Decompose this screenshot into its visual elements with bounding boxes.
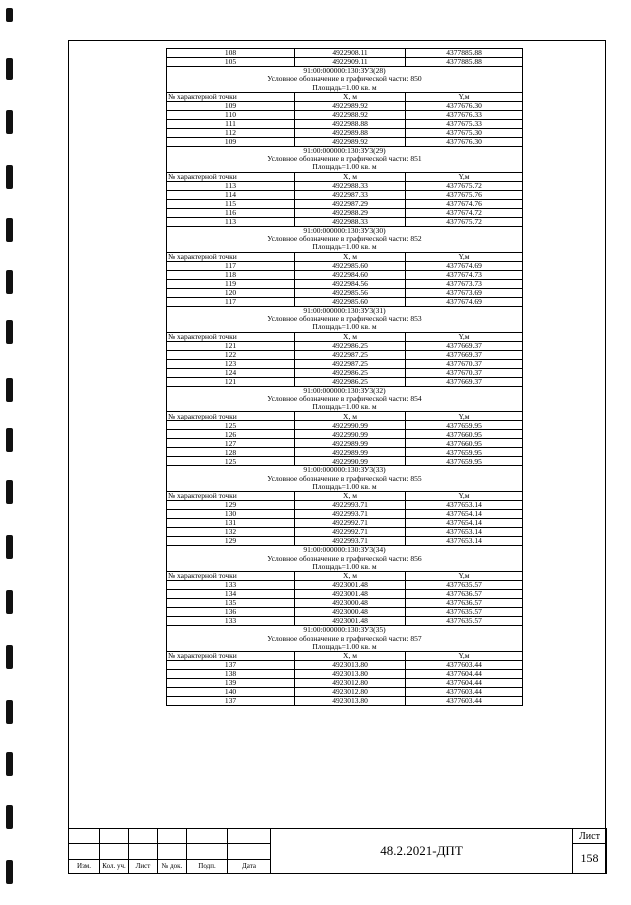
x-coordinate: 4922986.25 xyxy=(295,377,406,386)
x-coordinate: 4923001.48 xyxy=(295,581,406,590)
y-coordinate: 4377654.14 xyxy=(406,510,523,519)
binder-mark xyxy=(6,165,13,189)
y-coordinate: 4377674.69 xyxy=(406,261,523,270)
x-coordinate: 4923013.80 xyxy=(295,697,406,706)
x-coordinate: 4922990.99 xyxy=(295,421,406,430)
table-row xyxy=(167,288,523,297)
x-coordinate: 4922989.99 xyxy=(295,448,406,457)
table-row xyxy=(167,510,523,519)
stamp-col-label: Лист xyxy=(129,859,158,873)
section-header-row xyxy=(167,475,523,483)
stamp-cell xyxy=(100,829,129,844)
header-x: X, м xyxy=(295,332,406,341)
stamp-cell xyxy=(228,844,271,859)
section-header-row xyxy=(167,84,523,93)
section-area: Площадь=1.00 кв. м xyxy=(167,483,523,492)
table-row xyxy=(167,697,523,706)
section-header-row xyxy=(167,226,523,235)
table-row xyxy=(167,537,523,546)
point-number: 125 xyxy=(167,457,295,466)
x-coordinate: 4922988.88 xyxy=(295,119,406,128)
stamp-cell xyxy=(158,844,187,859)
point-number: 137 xyxy=(167,661,295,670)
point-number: 116 xyxy=(167,208,295,217)
column-header-row xyxy=(167,652,523,661)
table-row xyxy=(167,270,523,279)
point-number: 113 xyxy=(167,217,295,226)
section-header-row xyxy=(167,626,523,635)
stamp-col-label: Дата xyxy=(228,859,271,873)
table-row xyxy=(167,190,523,199)
point-number: 134 xyxy=(167,590,295,599)
x-coordinate: 4922989.99 xyxy=(295,439,406,448)
point-number: 126 xyxy=(167,430,295,439)
section-designation: Условное обозначение в графической части: 857 xyxy=(167,635,523,643)
header-y: Y,м xyxy=(406,572,523,581)
x-coordinate: 4922984.56 xyxy=(295,279,406,288)
section-designation: Условное обозначение в графической части: 853 xyxy=(167,315,523,323)
x-coordinate: 4922988.33 xyxy=(295,217,406,226)
point-number: 118 xyxy=(167,270,295,279)
x-coordinate: 4922990.99 xyxy=(295,457,406,466)
table-row xyxy=(167,528,523,537)
binder-mark xyxy=(6,270,13,294)
y-coordinate: 4377675.72 xyxy=(406,217,523,226)
y-coordinate: 4377603.44 xyxy=(406,688,523,697)
y-coordinate: 4377674.72 xyxy=(406,208,523,217)
y-coordinate: 4377674.76 xyxy=(406,199,523,208)
column-header-row xyxy=(167,572,523,581)
binder-mark xyxy=(6,378,13,402)
stamp-cell xyxy=(129,829,158,844)
header-point-number: № характерной точки xyxy=(167,652,295,661)
table-row xyxy=(167,688,523,697)
point-number: 115 xyxy=(167,199,295,208)
binder-mark xyxy=(6,860,13,884)
stamp-col-label: Кол. уч. xyxy=(100,859,129,873)
y-coordinate: 4377669.37 xyxy=(406,350,523,359)
binder-mark xyxy=(6,590,13,614)
point-number: 105 xyxy=(167,58,295,67)
table-row xyxy=(167,581,523,590)
x-coordinate: 4922908.11 xyxy=(295,49,406,58)
section-header-row xyxy=(167,546,523,555)
section-code: 91:00:000000:130:ЗУ3(33) xyxy=(167,466,523,475)
section-area: Площадь=1.00 кв. м xyxy=(167,243,523,252)
header-point-number: № характерной точки xyxy=(167,92,295,101)
point-number: 123 xyxy=(167,359,295,368)
y-coordinate: 4377603.44 xyxy=(406,697,523,706)
coordinates-table xyxy=(166,48,523,706)
section-designation: Условное обозначение в графической части: 850 xyxy=(167,75,523,83)
section-header-row xyxy=(167,146,523,155)
table-row xyxy=(167,661,523,670)
header-point-number: № характерной точки xyxy=(167,172,295,181)
section-designation: Условное обозначение в графической части: 852 xyxy=(167,235,523,243)
point-number: 129 xyxy=(167,537,295,546)
x-coordinate: 4922993.71 xyxy=(295,501,406,510)
section-header-row xyxy=(167,75,523,83)
section-code: 91:00:000000:130:ЗУ3(32) xyxy=(167,386,523,395)
y-coordinate: 4377635.57 xyxy=(406,608,523,617)
point-number: 121 xyxy=(167,377,295,386)
section-header-row xyxy=(167,635,523,643)
column-header-row xyxy=(167,252,523,261)
point-number: 139 xyxy=(167,679,295,688)
y-coordinate: 4377604.44 xyxy=(406,670,523,679)
binder-mark xyxy=(6,535,13,559)
section-code: 91:00:000000:130:ЗУ3(34) xyxy=(167,546,523,555)
section-header-row xyxy=(167,643,523,652)
x-coordinate: 4922987.25 xyxy=(295,350,406,359)
x-coordinate: 4922989.92 xyxy=(295,101,406,110)
x-coordinate: 4922986.25 xyxy=(295,341,406,350)
y-coordinate: 4377675.76 xyxy=(406,190,523,199)
x-coordinate: 4922984.60 xyxy=(295,270,406,279)
stamp-col-label: № док. xyxy=(158,859,187,873)
section-header-row xyxy=(167,315,523,323)
table-row xyxy=(167,501,523,510)
table-row xyxy=(167,261,523,270)
header-y: Y,м xyxy=(406,252,523,261)
point-number: 135 xyxy=(167,599,295,608)
x-coordinate: 4922909.11 xyxy=(295,58,406,67)
binder-mark xyxy=(6,428,13,452)
y-coordinate: 4377659.95 xyxy=(406,421,523,430)
x-coordinate: 4922987.33 xyxy=(295,190,406,199)
table-row xyxy=(167,217,523,226)
table-row xyxy=(167,199,523,208)
point-number: 117 xyxy=(167,297,295,306)
y-coordinate: 4377659.95 xyxy=(406,448,523,457)
binder-mark xyxy=(6,58,13,80)
section-header-row xyxy=(167,67,523,76)
stamp-col-label: Изм. xyxy=(69,859,100,873)
section-code: 91:00:000000:130:ЗУ3(35) xyxy=(167,626,523,635)
column-header-row xyxy=(167,92,523,101)
point-number: 110 xyxy=(167,110,295,119)
x-coordinate: 4922988.92 xyxy=(295,110,406,119)
point-number: 127 xyxy=(167,439,295,448)
title-block xyxy=(68,828,606,874)
point-number: 108 xyxy=(167,49,295,58)
y-coordinate: 4377676.30 xyxy=(406,137,523,146)
x-coordinate: 4922987.25 xyxy=(295,359,406,368)
point-number: 133 xyxy=(167,581,295,590)
table-row xyxy=(167,119,523,128)
table-row xyxy=(167,101,523,110)
table-row xyxy=(167,519,523,528)
section-area: Площадь=1.00 кв. м xyxy=(167,323,523,332)
table-row xyxy=(167,137,523,146)
y-coordinate: 4377885.88 xyxy=(406,58,523,67)
section-header-row xyxy=(167,386,523,395)
point-number: 140 xyxy=(167,688,295,697)
x-coordinate: 4923000.48 xyxy=(295,608,406,617)
section-header-row xyxy=(167,403,523,412)
x-coordinate: 4922986.25 xyxy=(295,368,406,377)
table-row xyxy=(167,439,523,448)
x-coordinate: 4923000.48 xyxy=(295,599,406,608)
y-coordinate: 4377636.57 xyxy=(406,599,523,608)
x-coordinate: 4922988.33 xyxy=(295,181,406,190)
y-coordinate: 4377659.95 xyxy=(406,457,523,466)
y-coordinate: 4377669.37 xyxy=(406,377,523,386)
x-coordinate: 4922985.56 xyxy=(295,288,406,297)
table-row xyxy=(167,297,523,306)
header-point-number: № характерной точки xyxy=(167,332,295,341)
point-number: 120 xyxy=(167,288,295,297)
point-number: 125 xyxy=(167,421,295,430)
sheet-label: Лист xyxy=(573,829,607,844)
table-row xyxy=(167,421,523,430)
y-coordinate: 4377885.88 xyxy=(406,49,523,58)
binder-mark xyxy=(6,752,13,776)
point-number: 133 xyxy=(167,617,295,626)
y-coordinate: 4377670.37 xyxy=(406,359,523,368)
stamp-cell xyxy=(187,829,228,844)
sheet-number: 158 xyxy=(573,844,607,874)
column-header-row xyxy=(167,412,523,421)
section-area: Площадь=1.00 кв. м xyxy=(167,163,523,172)
stamp-cell xyxy=(69,829,100,844)
point-number: 109 xyxy=(167,137,295,146)
x-coordinate: 4923013.80 xyxy=(295,661,406,670)
point-number: 121 xyxy=(167,341,295,350)
y-coordinate: 4377653.14 xyxy=(406,537,523,546)
x-coordinate: 4922988.29 xyxy=(295,208,406,217)
header-y: Y,м xyxy=(406,492,523,501)
stamp-cell xyxy=(158,829,187,844)
column-header-row xyxy=(167,492,523,501)
point-number: 128 xyxy=(167,448,295,457)
section-header-row xyxy=(167,235,523,243)
x-coordinate: 4922992.71 xyxy=(295,528,406,537)
x-coordinate: 4923013.80 xyxy=(295,670,406,679)
header-x: X, м xyxy=(295,652,406,661)
y-coordinate: 4377673.73 xyxy=(406,279,523,288)
section-header-row xyxy=(167,155,523,163)
header-x: X, м xyxy=(295,172,406,181)
table-row xyxy=(167,430,523,439)
header-y: Y,м xyxy=(406,652,523,661)
x-coordinate: 4922985.60 xyxy=(295,261,406,270)
section-area: Площадь=1.00 кв. м xyxy=(167,84,523,93)
section-header-row xyxy=(167,306,523,315)
table-row xyxy=(167,670,523,679)
table-row xyxy=(167,599,523,608)
section-area: Площадь=1.00 кв. м xyxy=(167,563,523,572)
table-row xyxy=(167,679,523,688)
column-header-row xyxy=(167,172,523,181)
x-coordinate: 4922993.71 xyxy=(295,537,406,546)
y-coordinate: 4377675.33 xyxy=(406,119,523,128)
point-number: 132 xyxy=(167,528,295,537)
y-coordinate: 4377660.95 xyxy=(406,430,523,439)
y-coordinate: 4377653.14 xyxy=(406,528,523,537)
y-coordinate: 4377636.57 xyxy=(406,590,523,599)
header-x: X, м xyxy=(295,492,406,501)
binder-mark xyxy=(6,480,13,504)
section-code: 91:00:000000:130:ЗУ3(31) xyxy=(167,306,523,315)
y-coordinate: 4377653.14 xyxy=(406,501,523,510)
section-code: 91:00:000000:130:ЗУ3(30) xyxy=(167,226,523,235)
table-row xyxy=(167,58,523,67)
coordinates-table-wrap xyxy=(166,48,522,706)
header-point-number: № характерной точки xyxy=(167,252,295,261)
section-header-row xyxy=(167,243,523,252)
table-row xyxy=(167,368,523,377)
y-coordinate: 4377675.72 xyxy=(406,181,523,190)
point-number: 129 xyxy=(167,501,295,510)
x-coordinate: 4922987.29 xyxy=(295,199,406,208)
point-number: 136 xyxy=(167,608,295,617)
section-header-row xyxy=(167,323,523,332)
y-coordinate: 4377673.69 xyxy=(406,288,523,297)
section-header-row xyxy=(167,163,523,172)
document-code: 48.2.2021-ДПТ xyxy=(271,829,573,874)
header-point-number: № характерной точки xyxy=(167,492,295,501)
table-row xyxy=(167,350,523,359)
table-row xyxy=(167,49,523,58)
y-coordinate: 4377675.30 xyxy=(406,128,523,137)
y-coordinate: 4377676.33 xyxy=(406,110,523,119)
section-code: 91:00:000000:130:ЗУ3(29) xyxy=(167,146,523,155)
x-coordinate: 4922993.71 xyxy=(295,510,406,519)
x-coordinate: 4923012.80 xyxy=(295,679,406,688)
point-number: 138 xyxy=(167,670,295,679)
y-coordinate: 4377660.95 xyxy=(406,439,523,448)
header-x: X, м xyxy=(295,252,406,261)
section-header-row xyxy=(167,555,523,563)
table-row xyxy=(167,608,523,617)
section-designation: Условное обозначение в графической части: 856 xyxy=(167,555,523,563)
y-coordinate: 4377604.44 xyxy=(406,679,523,688)
stamp-col-label: Подп. xyxy=(187,859,228,873)
point-number: 117 xyxy=(167,261,295,270)
table-row xyxy=(167,208,523,217)
section-header-row xyxy=(167,483,523,492)
section-code: 91:00:000000:130:ЗУ3(28) xyxy=(167,67,523,76)
y-coordinate: 4377635.57 xyxy=(406,581,523,590)
point-number: 112 xyxy=(167,128,295,137)
point-number: 131 xyxy=(167,519,295,528)
stamp-cell xyxy=(129,844,158,859)
table-row xyxy=(167,359,523,368)
y-coordinate: 4377603.44 xyxy=(406,661,523,670)
header-point-number: № характерной точки xyxy=(167,572,295,581)
binder-mark xyxy=(6,8,13,22)
x-coordinate: 4923001.48 xyxy=(295,590,406,599)
table-row xyxy=(167,590,523,599)
point-number: 130 xyxy=(167,510,295,519)
binder-mark xyxy=(6,110,13,134)
section-header-row xyxy=(167,563,523,572)
point-number: 114 xyxy=(167,190,295,199)
table-row xyxy=(167,448,523,457)
y-coordinate: 4377674.69 xyxy=(406,297,523,306)
section-area: Площадь=1.00 кв. м xyxy=(167,643,523,652)
header-y: Y,м xyxy=(406,412,523,421)
x-coordinate: 4922990.99 xyxy=(295,430,406,439)
section-area: Площадь=1.00 кв. м xyxy=(167,403,523,412)
point-number: 109 xyxy=(167,101,295,110)
stamp-cell xyxy=(187,844,228,859)
header-x: X, м xyxy=(295,412,406,421)
point-number: 111 xyxy=(167,119,295,128)
binder-mark xyxy=(6,805,13,829)
section-header-row xyxy=(167,466,523,475)
column-header-row xyxy=(167,332,523,341)
header-x: X, м xyxy=(295,92,406,101)
x-coordinate: 4922985.60 xyxy=(295,297,406,306)
x-coordinate: 4922989.88 xyxy=(295,128,406,137)
stamp-cell xyxy=(69,844,100,859)
header-x: X, м xyxy=(295,572,406,581)
table-row xyxy=(167,341,523,350)
x-coordinate: 4923001.48 xyxy=(295,617,406,626)
table-row xyxy=(167,377,523,386)
table-row xyxy=(167,181,523,190)
table-row xyxy=(167,457,523,466)
point-number: 122 xyxy=(167,350,295,359)
binder-mark xyxy=(6,320,13,344)
stamp-cell xyxy=(228,829,271,844)
point-number: 119 xyxy=(167,279,295,288)
x-coordinate: 4922992.71 xyxy=(295,519,406,528)
section-designation: Условное обозначение в графической части: 854 xyxy=(167,395,523,403)
header-y: Y,м xyxy=(406,332,523,341)
binder-mark xyxy=(6,645,13,669)
binder-mark xyxy=(6,700,13,724)
table-row xyxy=(167,110,523,119)
table-row xyxy=(167,617,523,626)
y-coordinate: 4377635.57 xyxy=(406,617,523,626)
header-y: Y,м xyxy=(406,92,523,101)
point-number: 137 xyxy=(167,697,295,706)
point-number: 113 xyxy=(167,181,295,190)
stamp-cell xyxy=(100,844,129,859)
y-coordinate: 4377676.30 xyxy=(406,101,523,110)
section-designation: Условное обозначение в графической части: 851 xyxy=(167,155,523,163)
section-header-row xyxy=(167,395,523,403)
x-coordinate: 4923012.80 xyxy=(295,688,406,697)
y-coordinate: 4377670.37 xyxy=(406,368,523,377)
point-number: 124 xyxy=(167,368,295,377)
table-row xyxy=(167,128,523,137)
y-coordinate: 4377654.14 xyxy=(406,519,523,528)
table-row xyxy=(167,279,523,288)
y-coordinate: 4377674.73 xyxy=(406,270,523,279)
x-coordinate: 4922989.92 xyxy=(295,137,406,146)
section-designation: Условное обозначение в графической части: 855 xyxy=(167,475,523,483)
header-point-number: № характерной точки xyxy=(167,412,295,421)
binder-mark xyxy=(6,218,13,242)
y-coordinate: 4377669.37 xyxy=(406,341,523,350)
header-y: Y,м xyxy=(406,172,523,181)
